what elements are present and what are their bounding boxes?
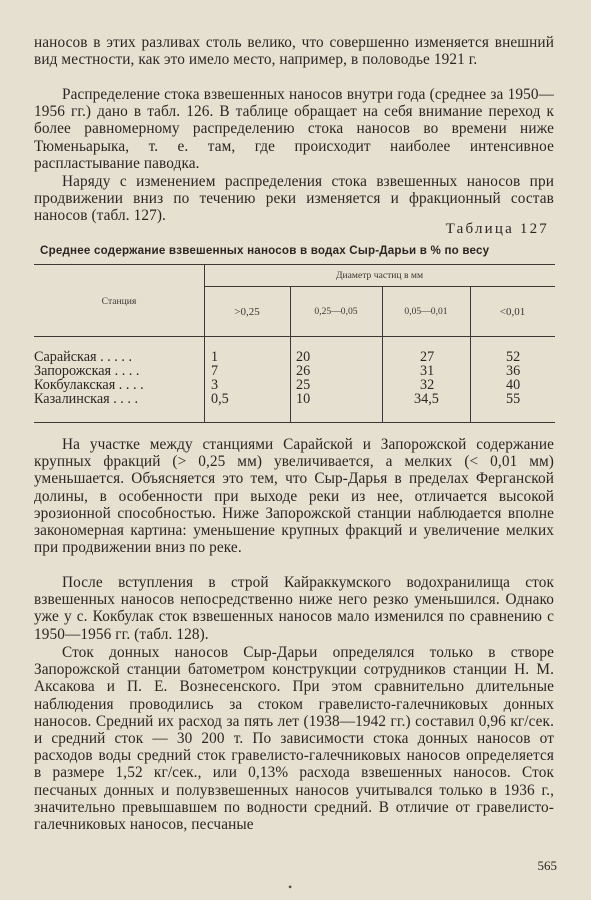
row-station-3: Кокбулакская . . . . <box>34 377 144 393</box>
row-3-col-3: 32 <box>420 377 435 393</box>
col-header-1: >0,25 <box>234 306 260 318</box>
paragraph-top-1: наносов в этих разливах столь велико, что совершенно изменяется внешний вид местности, как это имело место, например, в половодье 1921 г. <box>34 34 554 69</box>
row-3-col-4: 40 <box>506 377 521 393</box>
row-3-col-1: 3 <box>211 377 219 393</box>
row-1-col-3: 27 <box>420 349 435 365</box>
row-station-2: Запорожская . . . . <box>34 363 140 379</box>
col-header-2: 0,25—0,05 <box>314 306 358 317</box>
row-4-col-4: 55 <box>506 391 521 407</box>
diameter-group-header: Диаметр частиц в мм <box>335 270 424 281</box>
table-label: Таблица 127 <box>445 221 549 237</box>
paragraph-top-3: Наряду с изменением распределения стока взвешенных наносов при продвижении вниз по течению реки изменяется и фракционный состав наносов (табл. 127). <box>34 173 554 225</box>
table-vrule-1 <box>204 264 205 422</box>
row-1-col-4: 52 <box>506 349 521 365</box>
paragraph-bottom-3: Сток донных наносов Сыр-Дарьи определялся только в створе Запорожской станции батометром конструкции сотрудников станции Н. М. Аксакова и П. Е. Вознесенского. При этом сравнительно длительные наблюдения проводились за стоком гравелисто-галечниковых донных наносов. Средний их расход за пять лет (1938—1942 гг.) составил 0,96 кг/сек. и средний сток — 30 200 т. По зависимости стока донных наносов от расходов воды средний сток гравелисто-галечниковых наносов определяется в размере 1,52 кг/сек., или 0,13% расхода взвешенных наносов. Сток песчаных донных и полувзвешенных наносов учитывался только в 1936 г., значительно превышавшем по водности средний. В отличие от гравелисто-галечниковых наносов, песчаные <box>34 644 554 834</box>
paragraph-bottom-1: На участке между станциями Сарайской и Запорожской содержание крупных фракций (> 0,25 мм) увеличивается, а мелких (< 0,01 мм) уменьшается. Объясняется это тем, что Сыр-Дарья в пределах Ферганской долины, в особенности при выходе реки из нее, отличается высокой эрозионной способностью. Ниже Запорожской станции наблюдается вполне закономерная картина: уменьшение крупных фракций и увеличение мелких при продвижении вниз по реке. <box>34 436 554 557</box>
row-2-col-3: 31 <box>420 363 435 379</box>
row-station-1: Сарайская . . . . . <box>34 349 133 365</box>
row-2-col-2: 26 <box>296 363 311 379</box>
row-4-col-3: 34,5 <box>414 391 439 407</box>
paragraph-top-2: Распределение стока взвешенных наносов внутри года (среднее за 1950—1956 гг.) дано в табл. 126. В таблице обращает на себя внимание переход к более равномерному распределению стока наносов во времени ниже Тюменьарыка, т. е. там, где происходит наиболее интенсивное распластывание паводка. <box>34 86 554 172</box>
station-header: Станция <box>101 296 137 307</box>
table-header-rule <box>34 336 555 337</box>
row-1-col-2: 20 <box>296 349 311 365</box>
data-table <box>34 264 555 424</box>
paragraph-bottom-2: После вступления в строй Кайраккумского водохранилища сток взвешенных наносов непосредственно ниже него резко уменьшился. Однако уже у с. Кокбулак сток взвешенных наносов мало изменился по сравнению с 1950—1956 гг. (табл. 128). <box>34 574 554 643</box>
col-header-3: 0,05—0,01 <box>404 306 448 317</box>
row-1-col-1: 1 <box>211 349 219 365</box>
row-2-col-1: 7 <box>211 363 219 379</box>
row-4-col-1: 0,5 <box>211 391 229 407</box>
col-header-4: <0,01 <box>499 306 526 318</box>
row-station-4: Казалинская . . . . <box>34 391 139 407</box>
page-number: 565 <box>537 858 557 873</box>
table-top-rule <box>34 264 555 265</box>
table-group-rule <box>204 286 555 287</box>
row-2-col-4: 36 <box>506 363 521 379</box>
table-title: Среднее содержание взвешенных наносов в водах Сыр-Дарьи в % по весу <box>40 244 490 257</box>
row-4-col-2: 10 <box>296 391 311 407</box>
table-bottom-rule <box>34 422 555 423</box>
row-3-col-2: 25 <box>296 377 311 393</box>
print-smudge-icon: • <box>288 880 293 894</box>
